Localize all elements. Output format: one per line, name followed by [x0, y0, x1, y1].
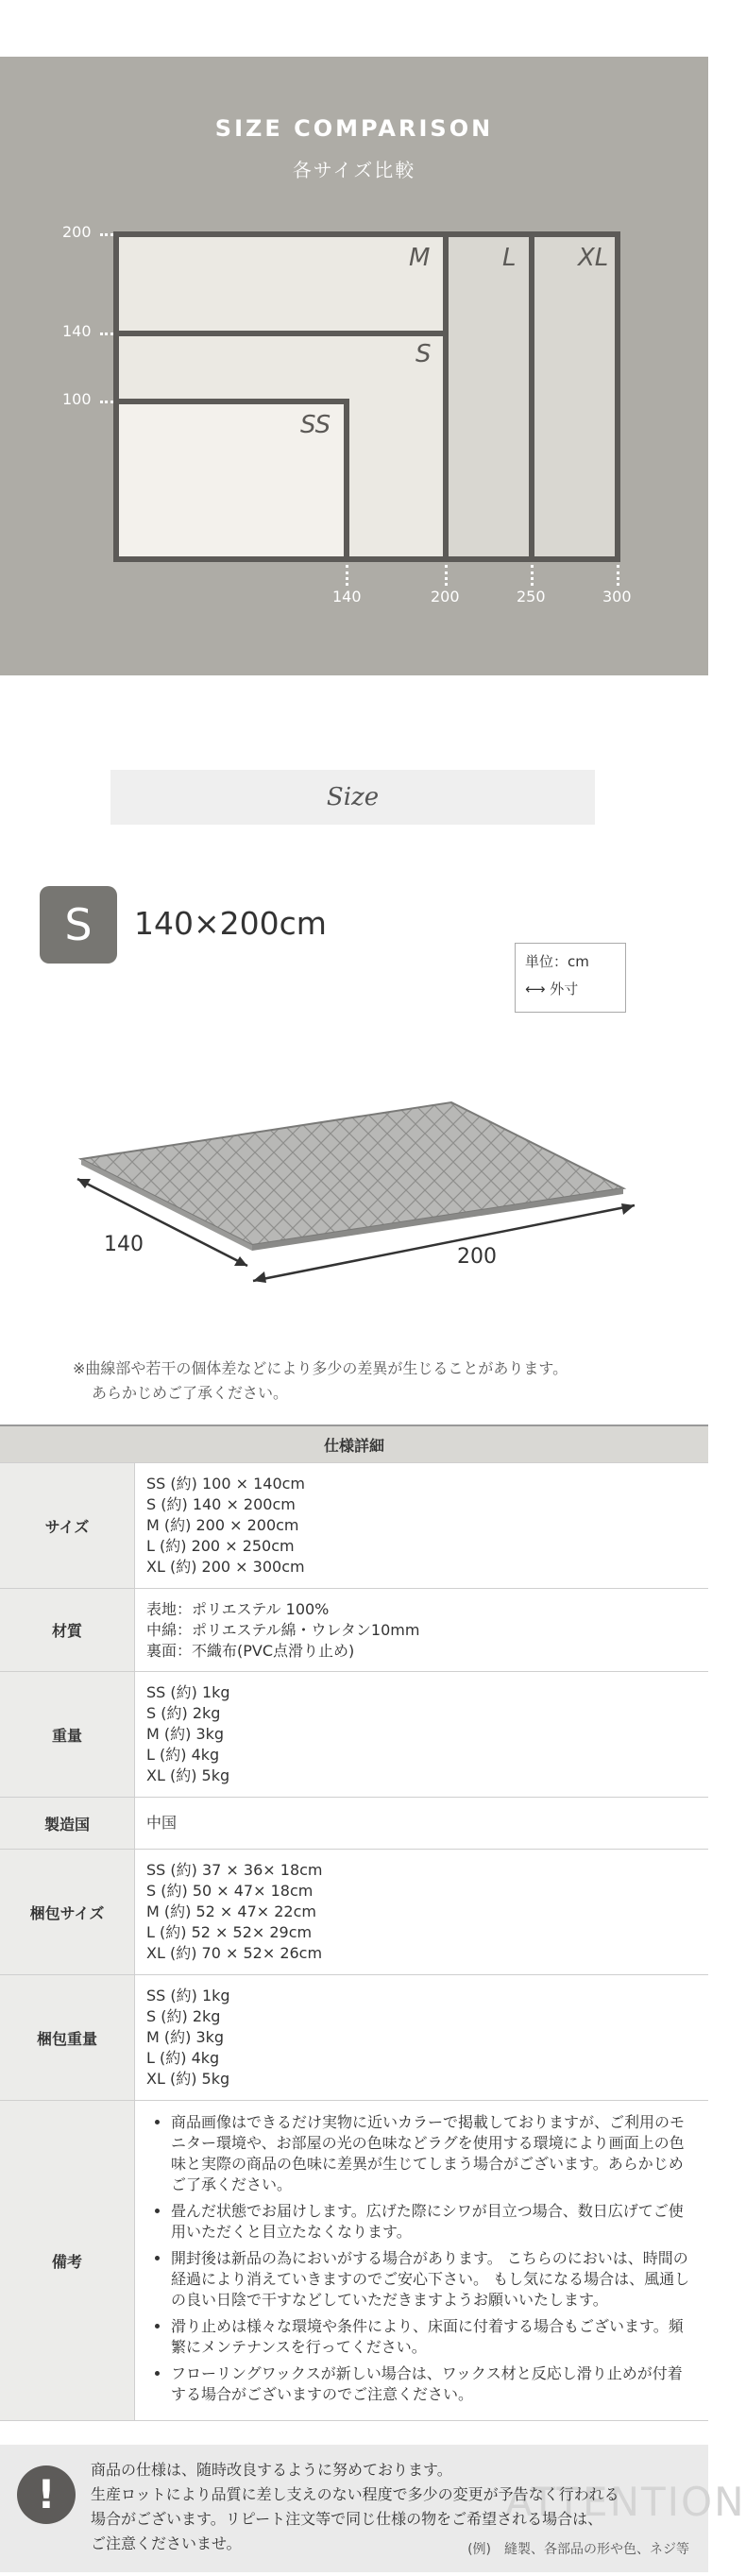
spec-val-notes [135, 2101, 709, 2421]
x-tick-300: 300 [602, 588, 632, 606]
note-item: • 開封後は新品の為においがする場合があります。 こちらのにおいは、時間の経過により消えていきますのでご安心下さい。 もし気になる場合は、風通しの良い日陰で干すなどしていただきますようお願いいたします。 [171, 2248, 697, 2311]
spec-line: M (約) 3kg [146, 1725, 225, 1743]
note-item: • 畳んだ状態でお届けします。広げた際にシワが目立つ場合、数日広げてご使用いただくと目立たなくなります。 [171, 2201, 697, 2243]
spec-line: S (約) 2kg [146, 2007, 221, 2025]
footer-example: (例) 縫製、各部品の形や色、ネジ等 [467, 2542, 689, 2557]
spec-row-size [0, 1463, 708, 1589]
notes-list [146, 2112, 697, 2405]
spec-header: 仕様詳細 [0, 1425, 708, 1463]
spec-line: SS (約) 100 × 140cm [146, 1475, 306, 1493]
double-arrow-icon: ⟷ [525, 981, 546, 998]
spec-line: L (約) 4kg [146, 2049, 220, 2067]
y-tick-200: 200 [62, 223, 92, 241]
spec-key-size: サイズ [0, 1463, 135, 1589]
note-item: • フローリングワックスが新しい場合は、ワックス材と反応し滑り止めが付着する場合がございますのでご注意ください。 [171, 2363, 697, 2405]
unit-label: 単位：cm [525, 953, 589, 970]
spec-val-weight [135, 1672, 709, 1798]
spec-row-notes [0, 2101, 708, 2421]
spec-line: M (約) 200 × 200cm [146, 1516, 299, 1534]
mat-width-label: 140 [104, 1233, 144, 1256]
spec-line: XL (約) 200 × 300cm [146, 1558, 305, 1576]
spec-row-origin [0, 1798, 708, 1850]
spec-key-weight: 重量 [0, 1672, 135, 1798]
spec-line: S (約) 2kg [146, 1704, 221, 1722]
size-label-l: L [502, 244, 517, 272]
spec-key-origin: 製造国 [0, 1798, 135, 1850]
spec-line: SS (約) 37 × 36× 18cm [146, 1861, 323, 1879]
spec-line: SS (約) 1kg [146, 1683, 230, 1701]
size-badge: S [40, 886, 117, 964]
spec-line: M (約) 3kg [146, 2028, 225, 2046]
mat-length-label: 200 [457, 1245, 497, 1269]
note-item: • 商品画像はできるだけ実物に近いカラーで掲載しておりますが、ご利用のモニター環境や、お部屋の光の色味などラグを使用する環境により画面上の色味と実際の商品の色味に差異が生じてしまう場合がございます。あらかじめご了承ください。 [171, 2112, 697, 2195]
footer-line: 商品の仕様は、随時改良するように努めております。 [91, 2461, 452, 2479]
spec-val-origin: 中国 [135, 1798, 709, 1850]
spec-line: L (約) 200 × 250cm [146, 1537, 295, 1555]
spec-key-notes: 備考 [0, 2101, 135, 2421]
attention-footer [0, 2445, 746, 2572]
spec-line: L (約) 4kg [146, 1746, 220, 1764]
spec-line: L (約) 52 × 52× 29cm [146, 1923, 313, 1941]
size-label-s: S [415, 340, 432, 368]
spec-val-size [135, 1463, 709, 1589]
spec-row-weight [0, 1672, 708, 1798]
spec-line: S (約) 50 × 47× 18cm [146, 1882, 314, 1900]
spec-line: 表地：ポリエステル 100% [146, 1599, 330, 1618]
size-label-ss: SS [300, 411, 331, 439]
footer-line: 場合がございます。リピート注文等で同じ仕様の物をご希望される場合は、 [91, 2510, 603, 2528]
x-tick-250: 250 [517, 588, 546, 606]
spec-table [0, 1424, 708, 2421]
comparison-subtitle: 各サイズ比較 [292, 159, 416, 181]
spec-line: M (約) 52 × 47× 22cm [146, 1902, 316, 1920]
size-label-xl: XL [578, 244, 609, 272]
spec-key-package-weight: 梱包重量 [0, 1975, 135, 2101]
spec-row-package [0, 1850, 708, 1975]
mat-illustration [0, 0, 708, 1341]
footer-line: 生産ロットにより品質に差し支えのない程度で多少の変更が予告なく行われる [91, 2485, 619, 2503]
size-note-line2: あらかじめご了承ください。 [92, 1384, 289, 1402]
spec-line: 裏面：不織布(PVC点滑り止め) [146, 1641, 355, 1660]
length-arrow-head-b [621, 1203, 635, 1215]
spec-key-material: 材質 [0, 1589, 135, 1672]
spec-line: S (約) 140 × 200cm [146, 1495, 296, 1513]
y-tick-140: 140 [62, 322, 92, 340]
footer-line: ご注意くださいませ。 [91, 2534, 242, 2552]
spec-line: XL (約) 5kg [146, 2070, 230, 2088]
size-dimensions: 140×200cm [134, 905, 327, 942]
unit-outer: 外寸 [550, 981, 579, 998]
spec-row-package-weight [0, 1975, 708, 2101]
spec-val-material [135, 1589, 709, 1672]
spec-val-package [135, 1850, 709, 1975]
spec-line: XL (約) 5kg [146, 1766, 230, 1784]
attention-watermark: ATTENTION [505, 2479, 746, 2525]
length-arrow-head-a [253, 1271, 266, 1283]
x-tick-140: 140 [332, 588, 362, 606]
spec-key-package: 梱包サイズ [0, 1850, 135, 1975]
note-item: • 滑り止めは様々な環境や条件により、床面に付着する場合もございます。頻繁にメンテナンスを行ってください。 [171, 2316, 697, 2358]
warning-icon: ! [17, 2465, 76, 2524]
size-banner: Size [110, 770, 595, 825]
size-label-m: M [409, 244, 431, 272]
y-tick-100: 100 [62, 390, 92, 408]
spec-val-package-weight [135, 1975, 709, 2101]
spec-line: SS (約) 1kg [146, 1987, 230, 2005]
spec-line: 中綿：ポリエステル綿・ウレタン10mm [146, 1620, 420, 1639]
size-note-line1: ※曲線部や若干の個体差などにより多少の差異が生じることがあります。 [73, 1359, 568, 1377]
comparison-title: SIZE COMPARISON [214, 115, 494, 142]
x-tick-200: 200 [431, 588, 460, 606]
spec-row-material [0, 1589, 708, 1672]
spec-line: XL (約) 70 × 52× 26cm [146, 1944, 323, 1962]
size-note [73, 1356, 568, 1406]
